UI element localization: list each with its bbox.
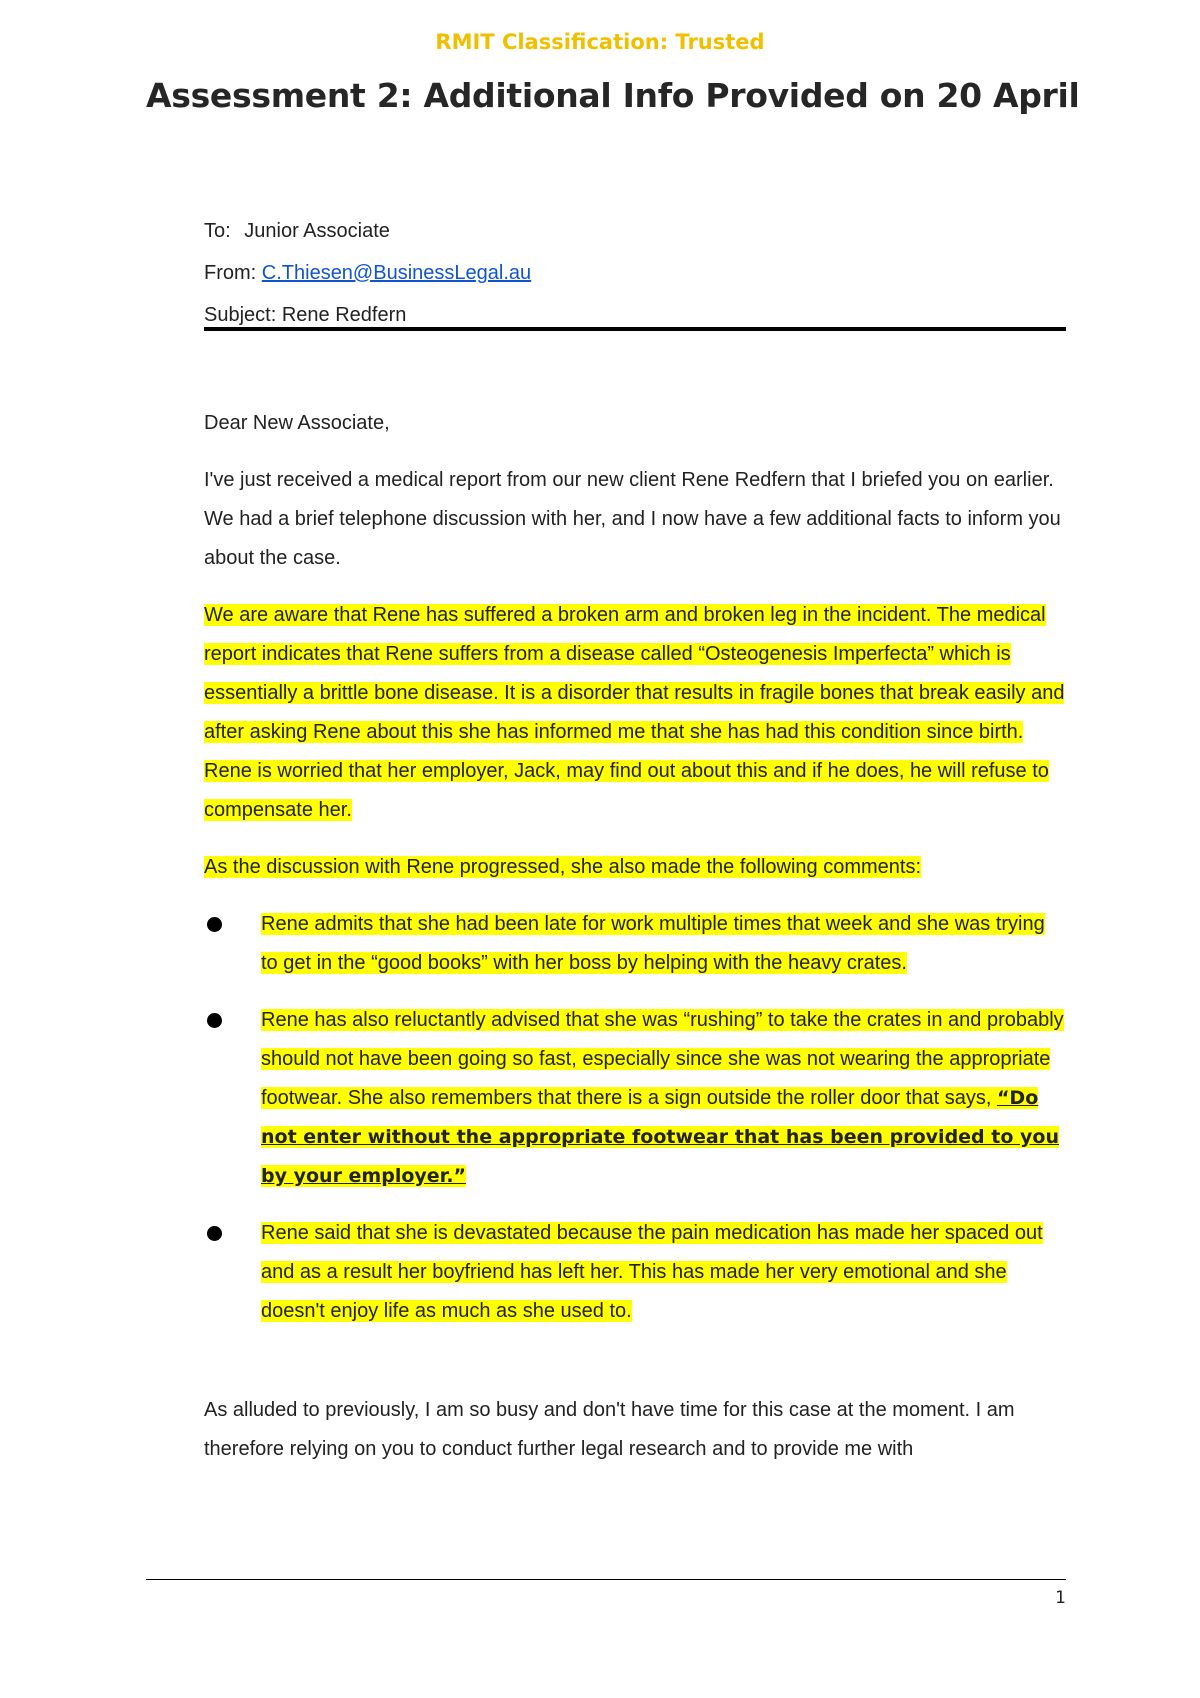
page-number: 1 [1055, 1588, 1066, 1608]
sign-quote: “Do not enter without the appropriate footwear that has been provided to you by your employer.” [261, 1087, 1059, 1187]
medical-paragraph [204, 596, 1066, 830]
email-header [204, 210, 1066, 336]
bullet-text: Rene admits that she had been late for work multiple times that week and she was trying to get in the “good books” with her boss by helping with the heavy crates. [261, 913, 1045, 974]
bullet-icon [207, 917, 222, 932]
document-title: Assessment 2: Additional Info Provided on 20 April [146, 76, 1080, 115]
greeting: Dear New Associate, [204, 412, 390, 434]
to-label: To: [204, 220, 231, 242]
footer-divider [146, 1579, 1066, 1580]
discussion-intro [204, 848, 1066, 887]
header-divider [204, 327, 1066, 331]
discussion-intro-text: As the discussion with Rene progressed, she also made the following comments: [204, 856, 922, 878]
from-email-link[interactable]: C.Thiesen@BusinessLegal.au [261, 262, 532, 284]
list-item [204, 1001, 1066, 1196]
subject-value: Rene Redfern [281, 304, 407, 326]
bullet-icon [207, 1013, 222, 1028]
letter-body [204, 404, 1066, 1469]
to-line [204, 210, 1066, 252]
classification-label: RMIT Classification: Trusted [435, 30, 765, 54]
comments-list [204, 905, 1066, 1331]
medical-paragraph-text: We are aware that Rene has suffered a broken arm and broken leg in the incident. The medical report indicates that Rene suffers from a disease called “Osteogenesis Imperfecta” which is essentially a brittle bone disease. It is a disorder that results in fragile bones that break easily and after asking Rene about this she has informed me that she has had this condition since birth. Rene is worried that her employer, Jack, may find out about this and if he does, he will refuse to compensate her. [204, 604, 1065, 821]
from-line [204, 252, 1066, 294]
bullet-text: Rene has also reluctantly advised that she was “rushing” to take the crates in and probably should not have been going so fast, especially since she was not wearing the appropriate footwear. She also remembers that there is a sign outside the roller door that says, [261, 1009, 1064, 1109]
intro-paragraph: I've just received a medical report from our new client Rene Redfern that I briefed you on earlier. We had a brief telephone discussion with her, and I now have a few additional facts to inform you about the case. [204, 469, 1061, 569]
list-item [204, 905, 1066, 983]
bullet-icon [207, 1226, 222, 1241]
from-label: From: [204, 262, 257, 284]
bullet-text: Rene said that she is devastated because the pain medication has made her spaced out and as a result her boyfriend has left her. This has made her very emotional and she doesn't enjoy life as much as she used to. [261, 1222, 1043, 1322]
list-item [204, 1214, 1066, 1331]
subject-label: Subject: [204, 304, 277, 326]
to-value: Junior Associate [244, 220, 390, 242]
closing-paragraph: As alluded to previously, I am so busy and don't have time for this case at the moment. I am therefore relying on you to conduct further legal research and to provide me with [204, 1399, 1015, 1460]
